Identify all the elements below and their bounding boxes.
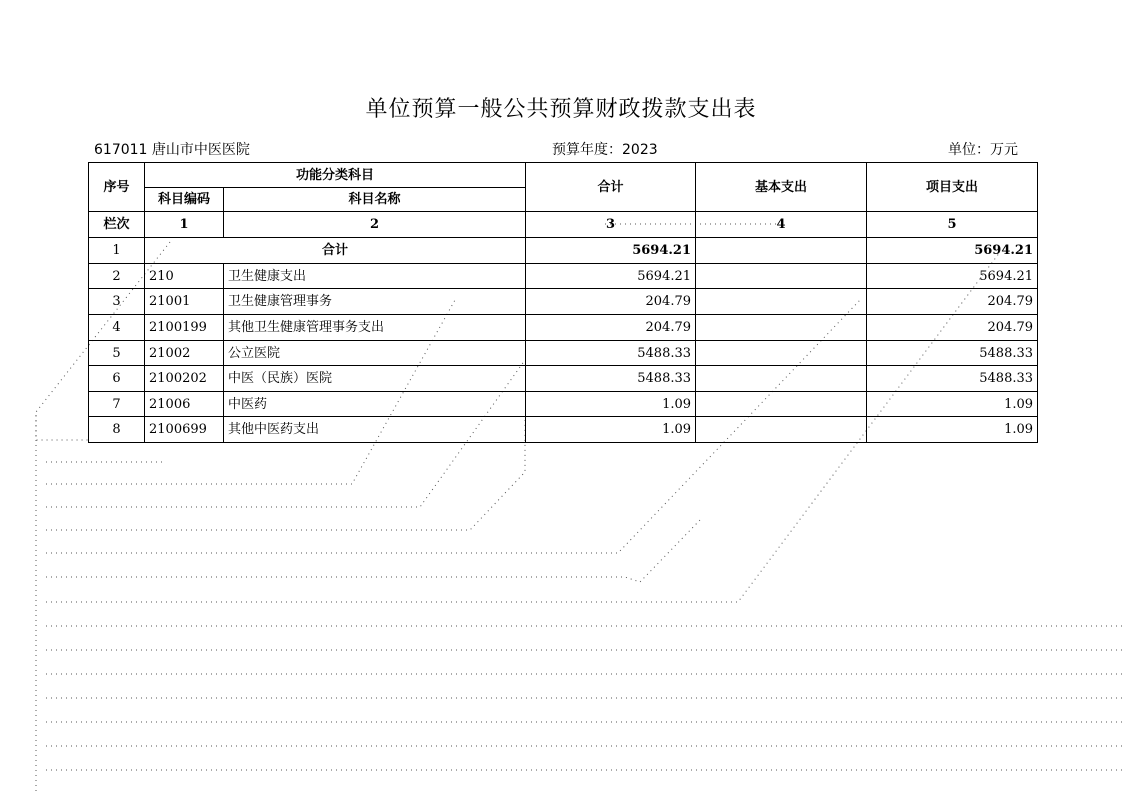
total-row-seq: 1 xyxy=(89,238,145,264)
column-number-label: 栏次 xyxy=(89,212,145,238)
row-project: 204.79 xyxy=(867,289,1038,315)
row-project: 5488.33 xyxy=(867,366,1038,392)
total-row-basic xyxy=(696,238,867,264)
total-row-label: 合计 xyxy=(145,238,526,264)
row-code: 21001 xyxy=(145,289,224,315)
total-row-project: 5694.21 xyxy=(867,238,1038,264)
row-project: 1.09 xyxy=(867,392,1038,417)
table-row xyxy=(89,289,1038,315)
row-basic xyxy=(696,264,867,289)
row-name: 其他卫生健康管理事务支出 xyxy=(224,315,526,341)
row-name: 卫生健康支出 xyxy=(224,264,526,289)
header-project: 项目支出 xyxy=(867,163,1038,212)
total-row xyxy=(89,238,1038,264)
row-seq: 7 xyxy=(89,392,145,417)
row-basic xyxy=(696,289,867,315)
row-name: 公立医院 xyxy=(224,341,526,366)
row-seq: 2 xyxy=(89,264,145,289)
row-name: 其他中医药支出 xyxy=(224,417,526,443)
row-basic xyxy=(696,341,867,366)
header-subject-code: 科目编码 xyxy=(145,188,224,212)
row-name: 中医（民族）医院 xyxy=(224,366,526,392)
column-number-2: 2 xyxy=(224,212,526,238)
row-code: 2100699 xyxy=(145,417,224,443)
row-seq: 6 xyxy=(89,366,145,392)
table-row xyxy=(89,366,1038,392)
row-project: 5694.21 xyxy=(867,264,1038,289)
header-func-class: 功能分类科目 xyxy=(145,163,526,188)
row-code: 21002 xyxy=(145,341,224,366)
row-total: 204.79 xyxy=(526,315,696,341)
row-basic xyxy=(696,392,867,417)
table-row xyxy=(89,392,1038,417)
row-project: 1.09 xyxy=(867,417,1038,443)
column-number-3: 3 xyxy=(526,212,696,238)
row-code: 2100199 xyxy=(145,315,224,341)
header-total: 合计 xyxy=(526,163,696,212)
column-number-4: 4 xyxy=(696,212,867,238)
unit-name: 617011 唐山市中医医院 xyxy=(94,142,250,158)
row-seq: 3 xyxy=(89,289,145,315)
row-project: 204.79 xyxy=(867,315,1038,341)
budget-year: 预算年度：2023 xyxy=(552,142,658,158)
row-total: 204.79 xyxy=(526,289,696,315)
row-total: 5488.33 xyxy=(526,366,696,392)
column-number-5: 5 xyxy=(867,212,1038,238)
table-row xyxy=(89,264,1038,289)
row-seq: 4 xyxy=(89,315,145,341)
header-subject-name: 科目名称 xyxy=(224,188,526,212)
header-basic: 基本支出 xyxy=(696,163,867,212)
row-basic xyxy=(696,417,867,443)
page-title: 单位预算一般公共预算财政拨款支出表 xyxy=(365,97,757,122)
header-seq: 序号 xyxy=(89,163,145,212)
table-row xyxy=(89,315,1038,341)
row-code: 2100202 xyxy=(145,366,224,392)
row-name: 卫生健康管理事务 xyxy=(224,289,526,315)
row-project: 5488.33 xyxy=(867,341,1038,366)
table-row xyxy=(89,341,1038,366)
row-total: 1.09 xyxy=(526,392,696,417)
total-row-total: 5694.21 xyxy=(526,238,696,264)
budget-table xyxy=(88,162,1038,443)
column-number-1: 1 xyxy=(145,212,224,238)
row-total: 1.09 xyxy=(526,417,696,443)
row-seq: 5 xyxy=(89,341,145,366)
table-row xyxy=(89,417,1038,443)
row-seq: 8 xyxy=(89,417,145,443)
row-total: 5694.21 xyxy=(526,264,696,289)
row-code: 210 xyxy=(145,264,224,289)
row-total: 5488.33 xyxy=(526,341,696,366)
currency-unit: 单位：万元 xyxy=(948,142,1018,158)
row-basic xyxy=(696,366,867,392)
row-code: 21006 xyxy=(145,392,224,417)
row-name: 中医药 xyxy=(224,392,526,417)
row-basic xyxy=(696,315,867,341)
